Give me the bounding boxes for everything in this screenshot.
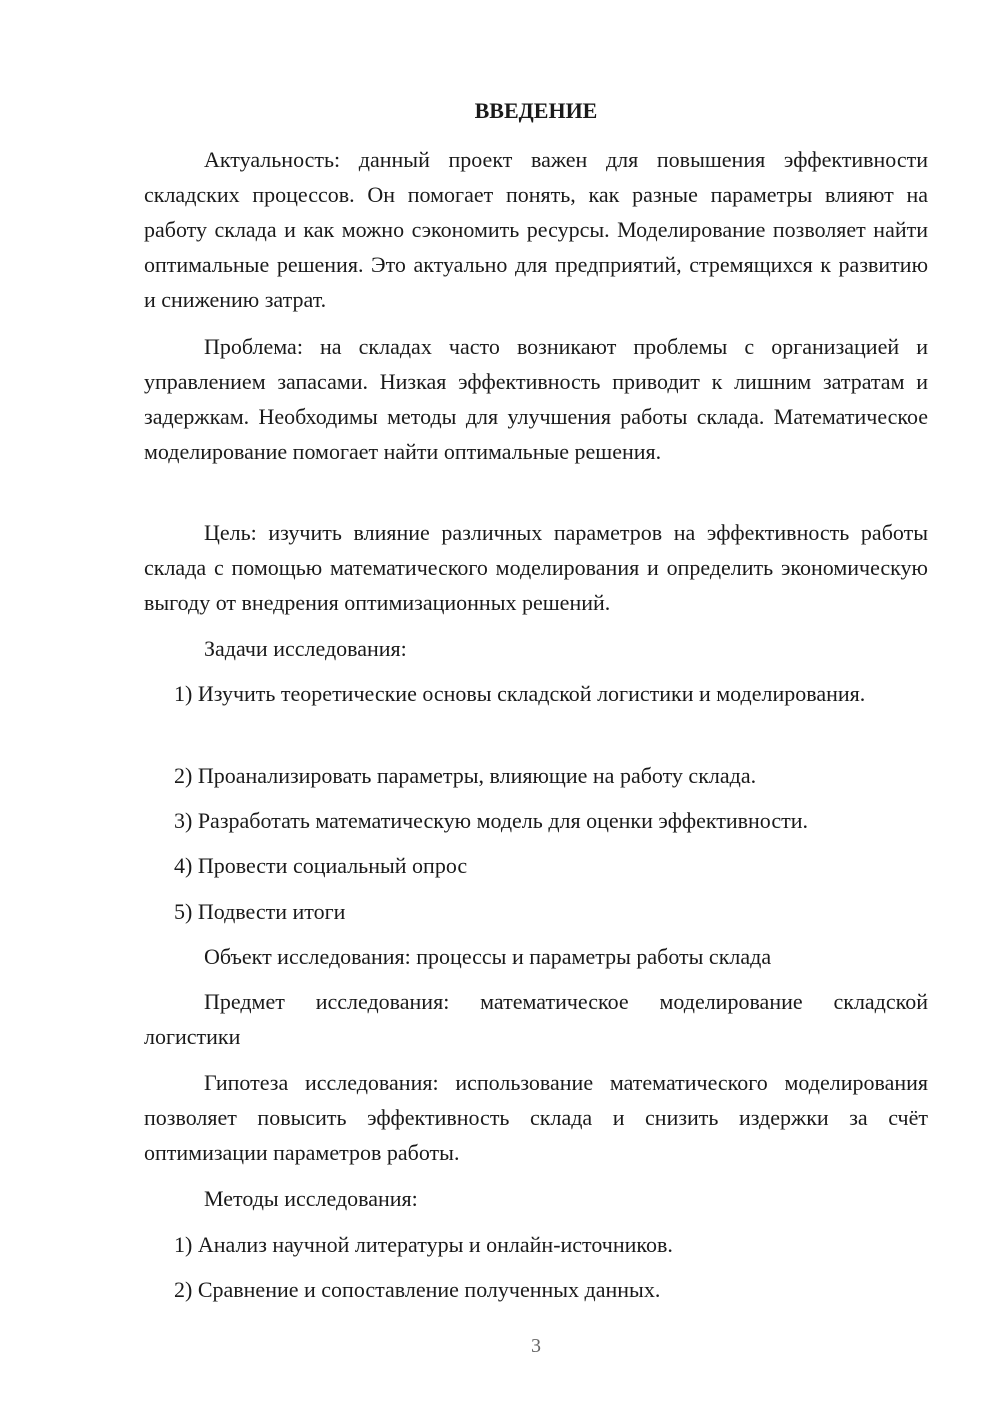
subject-paragraph: Предмет исследования: математическое моделирование складской логистики [144, 989, 928, 1049]
relevance-paragraph: Актуальность: данный проект важен для повышения эффективности складских процессов. Он помогает понять, как разные параметры влияют на работу склада и как можно сэкономить ресурсы. Моделирование позволяет найти оптимальные решения. Это актуально для предприятий, стремящихся к развитию и снижению затрат. [144, 147, 928, 312]
task-item-5: 5) Подвести итоги [174, 899, 346, 924]
object-paragraph: Объект исследования: процессы и параметры работы склада [204, 944, 772, 969]
goal-paragraph: Цель: изучить влияние различных параметров на эффективность работы склада с помощью математического моделирования и определить экономическую выгоду от внедрения оптимизационных решений. [144, 520, 928, 615]
method-item-1: 1) Анализ научной литературы и онлайн-источников. [174, 1232, 673, 1257]
method-item-2: 2) Сравнение и сопоставление полученных данных. [174, 1277, 661, 1302]
tasks-title: Задачи исследования: [204, 636, 407, 661]
hypothesis-paragraph: Гипотеза исследования: использование математического моделирования позволяет повысить эффективность склада и снизить издержки за счёт оптимизации параметров работы. [144, 1070, 928, 1165]
task-item-4: 4) Провести социальный опрос [174, 853, 468, 878]
task-item-2: 2) Проанализировать параметры, влияющие на работу склада. [174, 763, 757, 788]
task-item-3: 3) Разработать математическую модель для оценки эффективности. [174, 808, 808, 833]
task-item-1: 1) Изучить теоретические основы складской логистики и моделирования. [174, 681, 866, 706]
document-page [144, 0, 928, 1414]
problem-paragraph: Проблема: на складах часто возникают проблемы с организацией и управлением запасами. Низкая эффективность приводит к лишним затратам и задержкам. Необходимы методы для улучшения работы склада. Математическое моделирование помогает найти оптимальные решения. [144, 334, 928, 464]
section-heading: ВВЕДЕНИЕ [474, 98, 598, 123]
methods-title: Методы исследования: [204, 1186, 418, 1211]
page-number: 3 [531, 1335, 541, 1357]
